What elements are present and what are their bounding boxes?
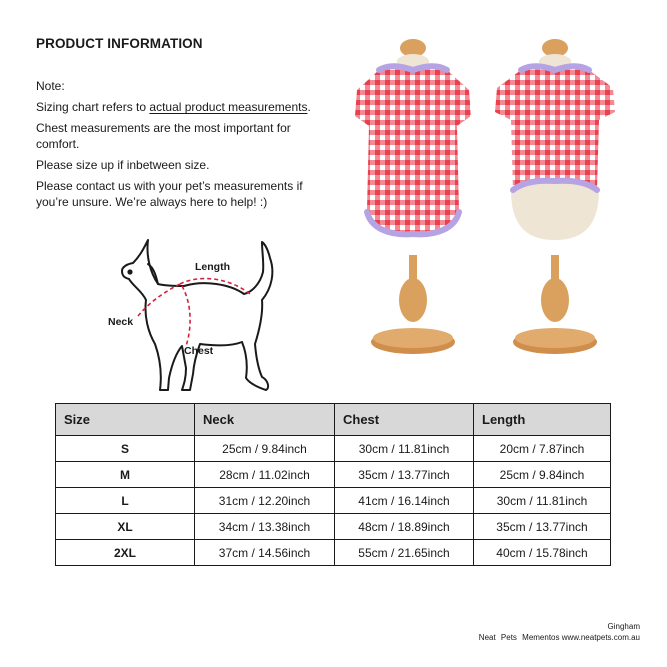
neck-label: Neck: [108, 316, 134, 328]
header-chest: Chest: [335, 404, 474, 436]
chest-line: [182, 286, 190, 346]
footer-product-name: Gingham: [607, 622, 640, 631]
table-row: [56, 540, 611, 566]
notes-section: [36, 78, 336, 215]
chest-cell: 41cm / 16.14inch: [335, 488, 474, 514]
note-size-up: Please size up if inbetween size.: [36, 158, 210, 172]
footer-brand-line: [479, 632, 640, 643]
neck-cell: 31cm / 12.20inch: [195, 488, 335, 514]
neck-line: [138, 284, 180, 316]
footer-website: www.neatpets.com.au: [561, 633, 640, 642]
length-cell: 30cm / 11.81inch: [474, 488, 611, 514]
neck-cell: 28cm / 11.02inch: [195, 462, 335, 488]
chest-cell: 35cm / 13.77inch: [335, 462, 474, 488]
table-row: [56, 436, 611, 462]
note-sizing-chart: [36, 99, 336, 115]
header-size: Size: [56, 404, 195, 436]
neck-cell: 25cm / 9.84inch: [195, 436, 335, 462]
size-cell: 2XL: [56, 540, 195, 566]
table-row: [56, 514, 611, 540]
size-cell: XL: [56, 514, 195, 540]
footer-brand: Neat Pets Mementos: [478, 633, 560, 642]
dog-measurement-diagram: [100, 228, 290, 398]
actual-measurements-link: actual product measurements: [149, 100, 308, 114]
header-length: Length: [474, 404, 611, 436]
length-cell: 40cm / 15.78inch: [474, 540, 611, 566]
length-cell: 35cm / 13.77inch: [474, 514, 611, 540]
neck-cell: 34cm / 13.38inch: [195, 514, 335, 540]
size-cell: S: [56, 436, 195, 462]
size-cell: M: [56, 462, 195, 488]
length-cell: 25cm / 9.84inch: [474, 462, 611, 488]
header-neck: Neck: [195, 404, 335, 436]
footer: [479, 621, 640, 643]
shirt-back: [495, 66, 615, 240]
table-row: [56, 488, 611, 514]
chest-cell: 48cm / 18.89inch: [335, 514, 474, 540]
page-title: PRODUCT INFORMATION: [36, 36, 203, 51]
table-row: [56, 462, 611, 488]
size-cell: L: [56, 488, 195, 514]
chest-cell: 30cm / 11.81inch: [335, 436, 474, 462]
notes-heading: Note:: [36, 79, 65, 93]
length-cell: 20cm / 7.87inch: [474, 436, 611, 462]
shirt-front: [355, 66, 471, 234]
note-sizing-suffix: .: [307, 100, 311, 114]
chest-label: Chest: [184, 345, 214, 357]
neck-cell: 37cm / 14.56inch: [195, 540, 335, 566]
product-photo: [345, 30, 635, 365]
note-sizing-prefix: Sizing chart refers to: [36, 100, 150, 114]
size-chart-table: [55, 403, 611, 566]
length-label: Length: [195, 261, 230, 273]
chest-cell: 55cm / 21.65inch: [335, 540, 474, 566]
note-contact-us: Please contact us with your pet’s measurements if you’re unsure. We’re always here to help! :): [36, 179, 303, 209]
table-header-row: [56, 404, 611, 436]
note-chest-importance: Chest measurements are the most important for comfort.: [36, 121, 291, 151]
